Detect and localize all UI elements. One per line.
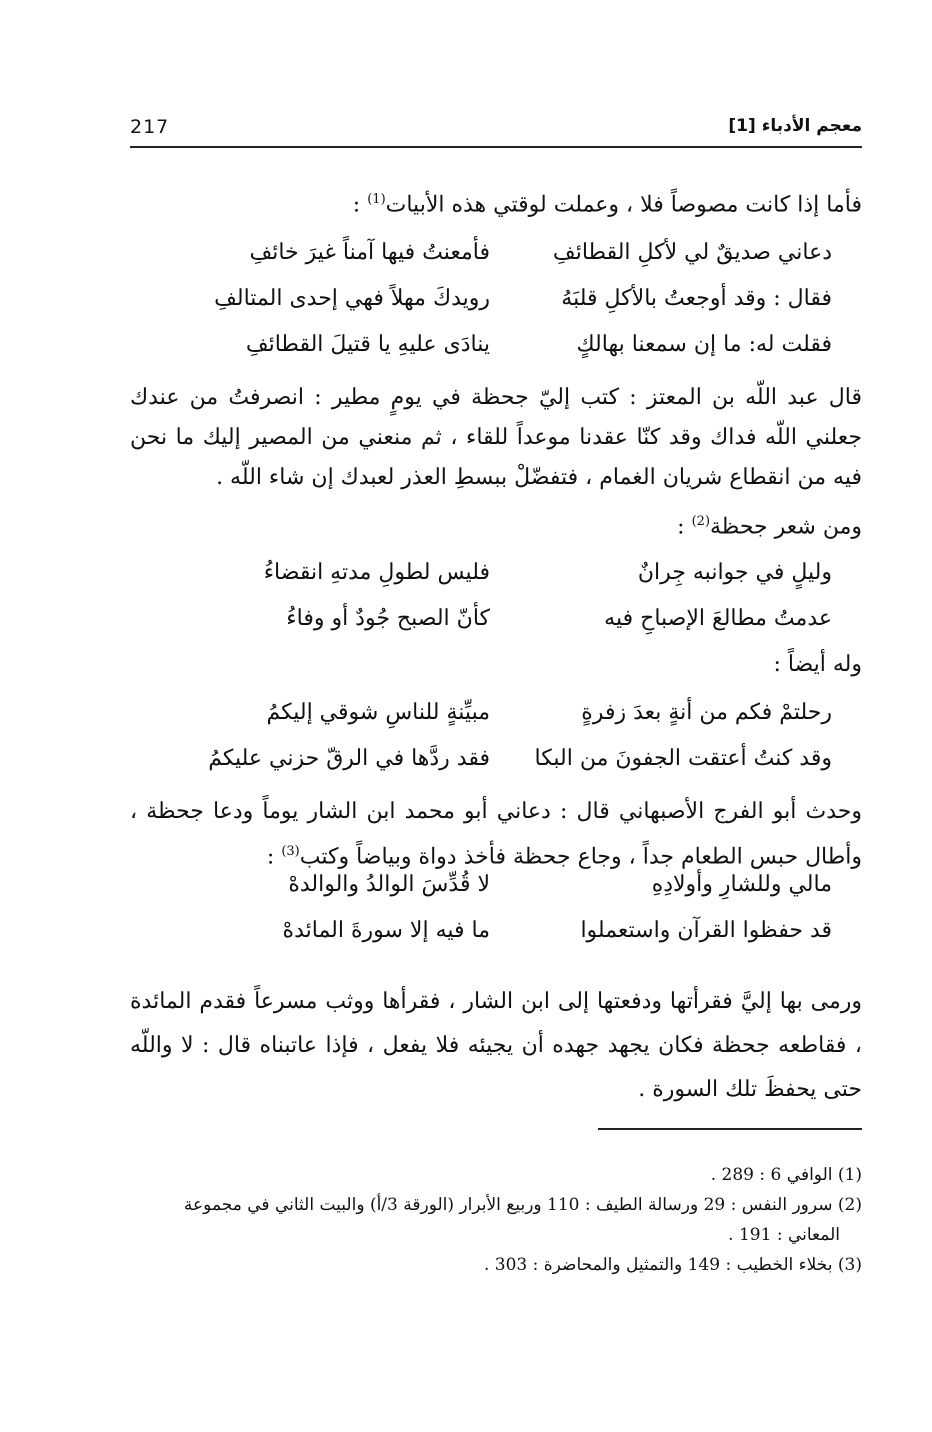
verse <box>150 606 832 652</box>
verse <box>150 560 832 606</box>
second-hemistich: فأمعنتُ فيها آمناً غيرَ خائفِ <box>249 240 490 265</box>
first-hemistich: رحلتمْ فكم من أنةٍ بعدَ زفرةٍ <box>581 700 832 725</box>
first-hemistich: مالي وللشارِ وأولادِهِ <box>651 872 832 897</box>
intro-line-2-text: ومن شعر جحظة <box>710 514 862 540</box>
intro-line-1-text: فأما إذا كانت مصوصاً فلا ، وعملت لوقتي هذه الأبيات <box>385 192 862 218</box>
first-hemistich: وقد كنتُ أعتقت الجفونَ من البكا <box>534 746 832 771</box>
second-hemistich: رويدكَ مهلاً فهي إحدى المتالفِ <box>214 286 490 311</box>
footnote-2-line-1: (2) سرور النفس : 29 ورسالة الطيف : 110 وربيع الأبرار (الورقة 3/أ) والبيت الثاني في مجموعة <box>183 1195 862 1215</box>
page-number: 217 <box>130 116 170 138</box>
first-hemistich: قد حفظوا القرآن واستعملوا <box>580 918 832 943</box>
second-hemistich: فقد ردَّها في الرقّ حزني عليكمُ <box>208 746 490 771</box>
page-header <box>130 116 862 148</box>
paragraph-abu-al-faraj <box>130 792 862 877</box>
footnote-2-line-2: المعاني : 191 . <box>728 1225 840 1245</box>
intro-line-2-colon: : <box>677 514 692 540</box>
second-hemistich: مبيِّنةٍ للناسِ شوقي إليكمُ <box>266 700 490 725</box>
footnote-divider <box>598 1128 862 1130</box>
intro-line-1 <box>300 192 862 217</box>
verse <box>150 240 832 286</box>
paragraph-abu-al-faraj-text: وحدث أبو الفرج الأصبهاني قال : دعاني أبو محمد ابن الشار يوماً ودعا جحظة ، وأطال حبس الطعام جداً ، وجاع جحظة فأخذ دواة وبياضاً وكتب <box>130 799 862 870</box>
poem-2 <box>150 560 832 652</box>
verse <box>150 286 832 332</box>
second-hemistich: ينادَى عليهِ يا قتيلَ القطائفِ <box>245 332 490 357</box>
footnote-ref-3: (3) <box>281 844 300 859</box>
first-hemistich: فقال : وقد أوجعتُ بالأكلِ قلبَهُ <box>561 286 832 311</box>
second-hemistich: ما فيه إلا سورةَ المائدهْ <box>282 918 490 943</box>
footnotes <box>130 1160 862 1280</box>
poem-4 <box>150 872 832 964</box>
verse <box>150 872 832 918</box>
footnote-ref-2: (2) <box>691 514 711 529</box>
verse <box>150 332 832 378</box>
footnote-3: (3) بخلاء الخطيب : 149 والتمثيل والمحاضرة : 303 . <box>483 1255 862 1275</box>
second-hemistich: لا قُدِّسَ الوالدُ والوالدهْ <box>288 872 490 897</box>
poem-1 <box>150 240 832 378</box>
poem-3 <box>150 700 832 792</box>
first-hemistich: دعاني صديقٌ لي لأكلِ القطائفِ <box>552 240 832 265</box>
first-hemistich: فقلت له: ما إن سمعنا بهالكٍ <box>576 332 832 357</box>
intro-line-2 <box>300 514 862 539</box>
footnote-1: (1) الوافي 6 : 289 . <box>710 1165 862 1185</box>
intro-line-3: وله أيضاً : <box>773 652 862 677</box>
verse <box>150 918 832 964</box>
running-title: معجم الأدباء [1] <box>728 116 862 136</box>
first-hemistich: وليلٍ في جوانبه جِرانٌ <box>637 560 832 585</box>
paragraph-ibn-al-mutazz: قال عبد اللّه بن المعتز : كتب إليّ جحظة في يومٍ مطير : انصرفتُ من عندك جعلني اللّه فداك وقد كنّا عقدنا موعداً للقاء ، ثم منعني من المصير إليك ما نحن فيه من انقطاع شريان الغمام ، فتفضّلْ ببسطِ العذر لعبدك إن شاء اللّه . <box>130 385 862 490</box>
second-hemistich: كأنّ الصبح جُودٌ أو وفاءُ <box>286 606 490 631</box>
paragraph-closing: ورمى بها إليَّ فقرأتها ودفعتها إلى ابن الشار ، فقرأها ووثب مسرعاً فقدم المائدة ، فقاطعه جحظة فكان يجهد جهده أن يجيئه فلا يفعل ، فإذا عاتبناه قال : لا واللّه حتى يحفظَ تلك السورة . <box>130 989 862 1102</box>
verse <box>150 746 832 792</box>
second-hemistich: فليس لطولِ مدتهِ انقضاءُ <box>263 560 490 585</box>
paragraph-abu-al-faraj-colon: : <box>266 844 282 870</box>
footnote-ref-1: (1) <box>367 192 386 207</box>
intro-line-1-colon: : <box>352 192 368 218</box>
first-hemistich: عدمتُ مطالعَ الإصباحِ فيه <box>604 606 832 631</box>
verse <box>150 700 832 746</box>
